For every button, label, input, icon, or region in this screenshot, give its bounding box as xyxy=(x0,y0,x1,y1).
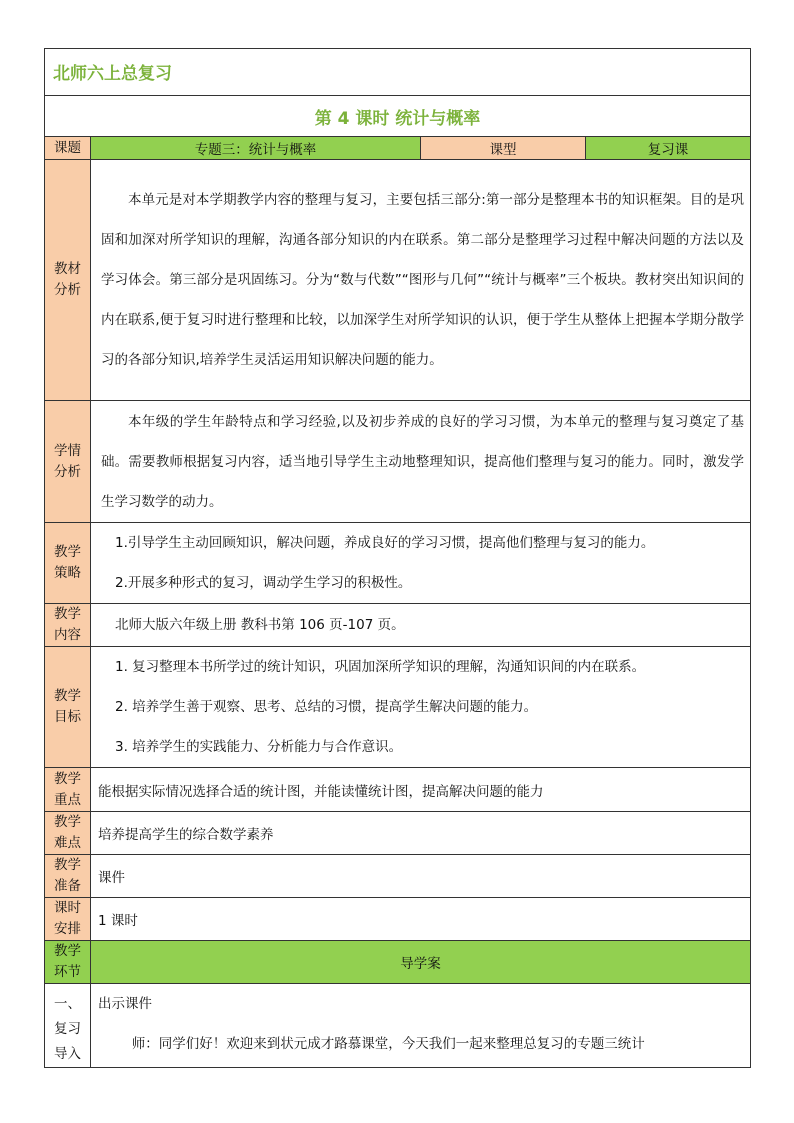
label-line: 准备 xyxy=(54,878,81,894)
lesson-plan-table xyxy=(44,48,751,1068)
topic-label: 课题 xyxy=(45,137,91,160)
label-line: 环节 xyxy=(54,964,81,980)
objective-item: 3. 培养学生的实践能力、分析能力与合作意识。 xyxy=(115,739,403,755)
section1-label xyxy=(45,984,91,1068)
label-line: 课时 xyxy=(54,900,81,916)
strategy-item: 2.开展多种形式的复习，调动学生学习的积极性。 xyxy=(115,575,412,591)
label-line: 教学 xyxy=(54,857,81,873)
label-line: 教学 xyxy=(54,544,81,560)
key-points-text: 能根据实际情况选择合适的统计图，并能读懂统计图，提高解决问题的能力 xyxy=(91,768,751,812)
preparation-text: 课件 xyxy=(91,855,751,898)
textbook-analysis-cell xyxy=(91,160,751,401)
label-line: 复习 xyxy=(54,1021,81,1037)
content-text: 北师大版六年级上册 教科书第 106 页-107 页。 xyxy=(115,617,405,633)
label-line: 教学 xyxy=(54,943,81,959)
topic-value: 专题三：统计与概率 xyxy=(91,137,421,160)
strategy-item: 1.引导学生主动回顾知识，解决问题，养成良好的学习习惯，提高他们整理与复习的能力。 xyxy=(115,535,655,551)
label-line: 内容 xyxy=(54,627,81,643)
label-line: 难点 xyxy=(54,835,81,851)
content-cell xyxy=(91,604,751,647)
student-analysis-cell xyxy=(91,401,751,523)
section1-cell xyxy=(91,984,751,1068)
content-label xyxy=(45,604,91,647)
process-label xyxy=(45,941,91,984)
difficulties-text: 培养提高学生的综合数学素养 xyxy=(91,812,751,855)
student-analysis-label xyxy=(45,401,91,523)
section1-line: 出示课件 xyxy=(98,996,152,1012)
student-analysis-text: 本年级的学生年龄特点和学习经验,以及初步养成的良好的学习习惯，为本单元的整理与复习奠定了基础。需要教师根据复习内容，适当地引导学生主动地整理知识，提高他们整理与复习的能力。同时，激发学生学习数学的动力。 xyxy=(101,413,744,510)
label-line: 学情 xyxy=(54,442,81,459)
label-line: 重点 xyxy=(54,791,81,808)
label-line: 策略 xyxy=(54,565,81,581)
type-label: 课型 xyxy=(421,137,586,160)
process-title: 导学案 xyxy=(91,941,751,984)
label-line: 导入 xyxy=(54,1046,81,1062)
label-line: 教学 xyxy=(54,606,81,622)
lesson-title: 第 4 课时 统计与概率 xyxy=(45,96,751,137)
label-line: 教学 xyxy=(54,770,81,787)
textbook-analysis-text: 本单元是对本学期教学内容的整理与复习，主要包括三部分:第一部分是整理本书的知识框架。目的是巩固和加深对所学知识的理解，沟通各部分知识的内在联系。第二部分是整理学习过程中解决问题的方法以及学习体会。第三部分是巩固练习。分为“数与代数”“图形与几何”“统计与概率”三个板块。教材突出知识间的内在联系,便于复习时进行整理和比较，以加深学生对所学知识的认识，便于学生从整体上把握本学期分散学习的各部分知识,培养学生灵活运用知识解决问题的能力。 xyxy=(101,192,744,368)
textbook-analysis-label xyxy=(45,160,91,401)
type-value: 复习课 xyxy=(586,137,751,160)
label-line: 教学 xyxy=(54,688,81,704)
schedule-text: 1 课时 xyxy=(91,898,751,941)
label-line: 分析 xyxy=(54,463,81,480)
key-points-label xyxy=(45,768,91,812)
objective-item: 2. 培养学生善于观察、思考、总结的习惯，提高学生解决问题的能力。 xyxy=(115,699,538,715)
section1-line: 师：同学们好！欢迎来到状元成才路慕课堂，今天我们一起来整理总复习的专题三统计 xyxy=(131,1036,645,1052)
objectives-cell xyxy=(91,647,751,768)
label-line: 教学 xyxy=(54,814,81,830)
label-line: 目标 xyxy=(54,709,81,725)
label-line: 一、 xyxy=(54,996,81,1012)
strategy-cell xyxy=(91,523,751,604)
series-title: 北师六上总复习 xyxy=(45,49,751,96)
strategy-label xyxy=(45,523,91,604)
schedule-label xyxy=(45,898,91,941)
label-line: 安排 xyxy=(54,921,81,937)
difficulties-label xyxy=(45,812,91,855)
lesson-plan-page xyxy=(44,48,750,1068)
label-line: 教材 xyxy=(54,261,81,277)
objectives-label xyxy=(45,647,91,768)
label-line: 分析 xyxy=(54,282,81,298)
objective-item: 1. 复习整理本书所学过的统计知识，巩固加深所学知识的理解，沟通知识间的内在联系。 xyxy=(115,659,646,675)
preparation-label xyxy=(45,855,91,898)
